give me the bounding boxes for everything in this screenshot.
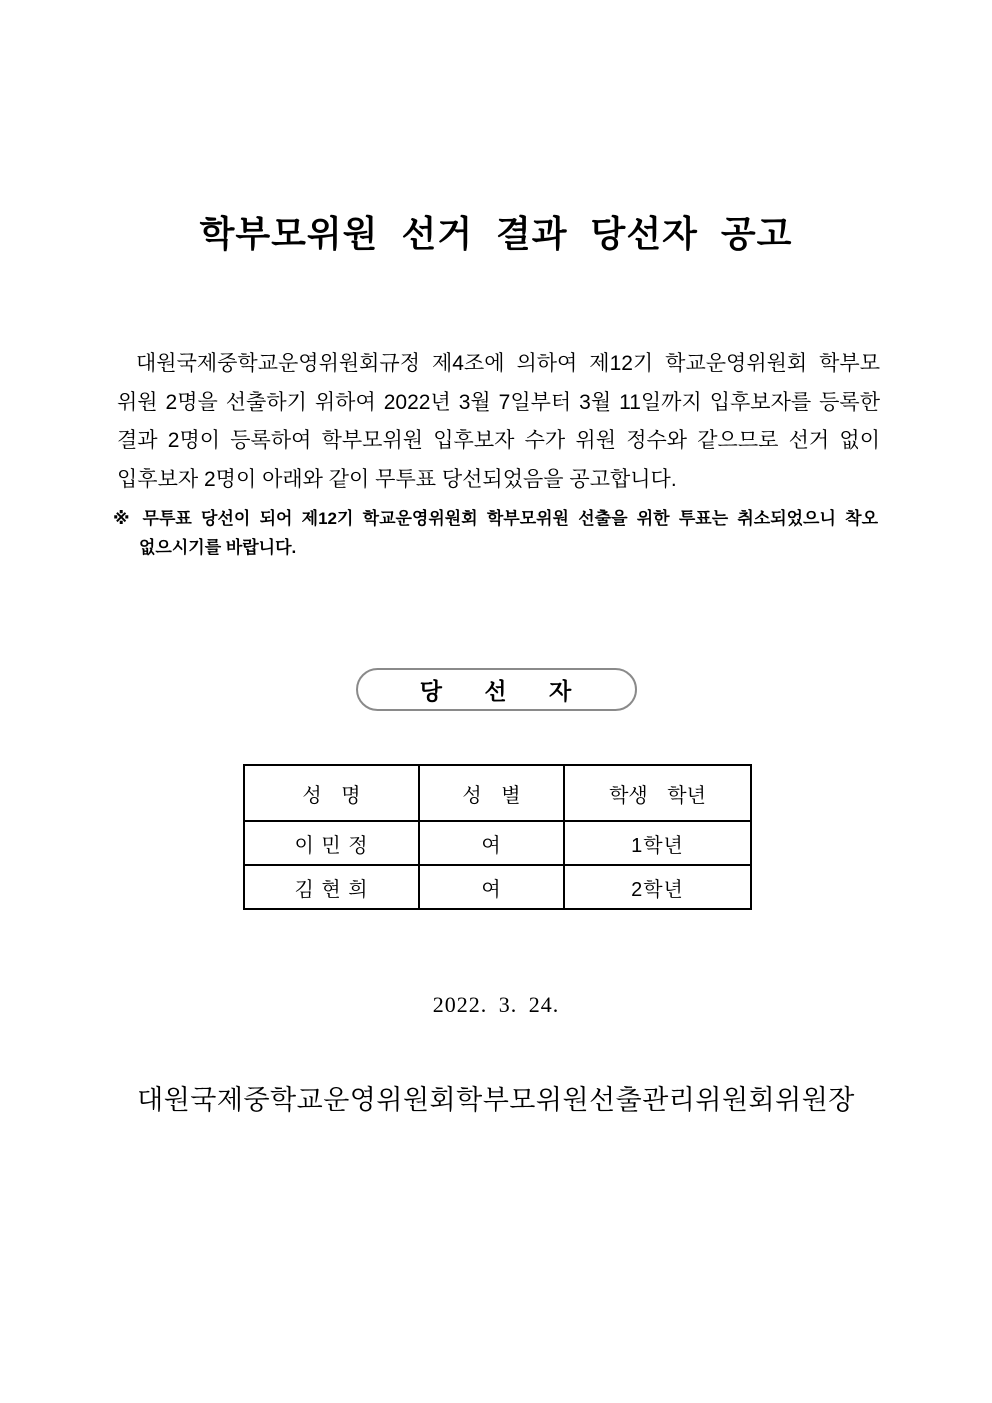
- paragraph-line-4: 입후보자 2명이 아래와 같이 무투표 당선되었음을 공고합니다.: [117, 467, 677, 491]
- footnote: [113, 504, 878, 562]
- header-grade: 학생 학년: [564, 765, 751, 821]
- winner-gender: 여: [419, 865, 564, 909]
- paragraph-line-3: 결과 2명이 등록하여 학부모위원 입후보자 수가 위원 정수와 같으므로 선거 없이: [117, 429, 880, 452]
- header-name: 성 명: [244, 765, 419, 821]
- table-row: [244, 865, 751, 909]
- footnote-line-2: 없으시기를 바랍니다.: [139, 538, 297, 557]
- winners-table: [243, 764, 752, 910]
- reference-mark: ※: [113, 509, 130, 528]
- footnote-line-1: [113, 504, 878, 533]
- winner-section-badge: [356, 668, 637, 711]
- table-header-row: [244, 765, 751, 821]
- header-gender: 성 별: [419, 765, 564, 821]
- issuing-authority: 대원국제중학교운영위원회학부모위원선출관리위원회위원장: [137, 1085, 855, 1115]
- page-title: 학부모위원 선거 결과 당선자 공고: [199, 213, 793, 254]
- winner-grade: 1학년: [564, 821, 751, 865]
- footnote-text-1: 무투표 당선이 되어 제12기 학교운영위원회 학부모위원 선출을 위한 투표는 취소되었으니 착오: [142, 509, 878, 528]
- paragraph-line-1: 대원국제중학교운영위원회규정 제4조에 의하여 제12기 학교운영위원회 학부모: [136, 352, 880, 375]
- winner-gender: 여: [419, 821, 564, 865]
- winner-grade: 2학년: [564, 865, 751, 909]
- table-row: [244, 821, 751, 865]
- winner-name: 이 민 정: [244, 821, 419, 865]
- winner-name: 김 현 희: [244, 865, 419, 909]
- announcement-date: 2022. 3. 24.: [432, 992, 560, 1017]
- announcement-paragraph: [117, 345, 880, 499]
- winner-section-label: 당 선 자: [419, 678, 573, 704]
- paragraph-line-2: 위원 2명을 선출하기 위하여 2022년 3월 7일부터 3월 11일까지 입후보자를 등록한: [117, 390, 880, 414]
